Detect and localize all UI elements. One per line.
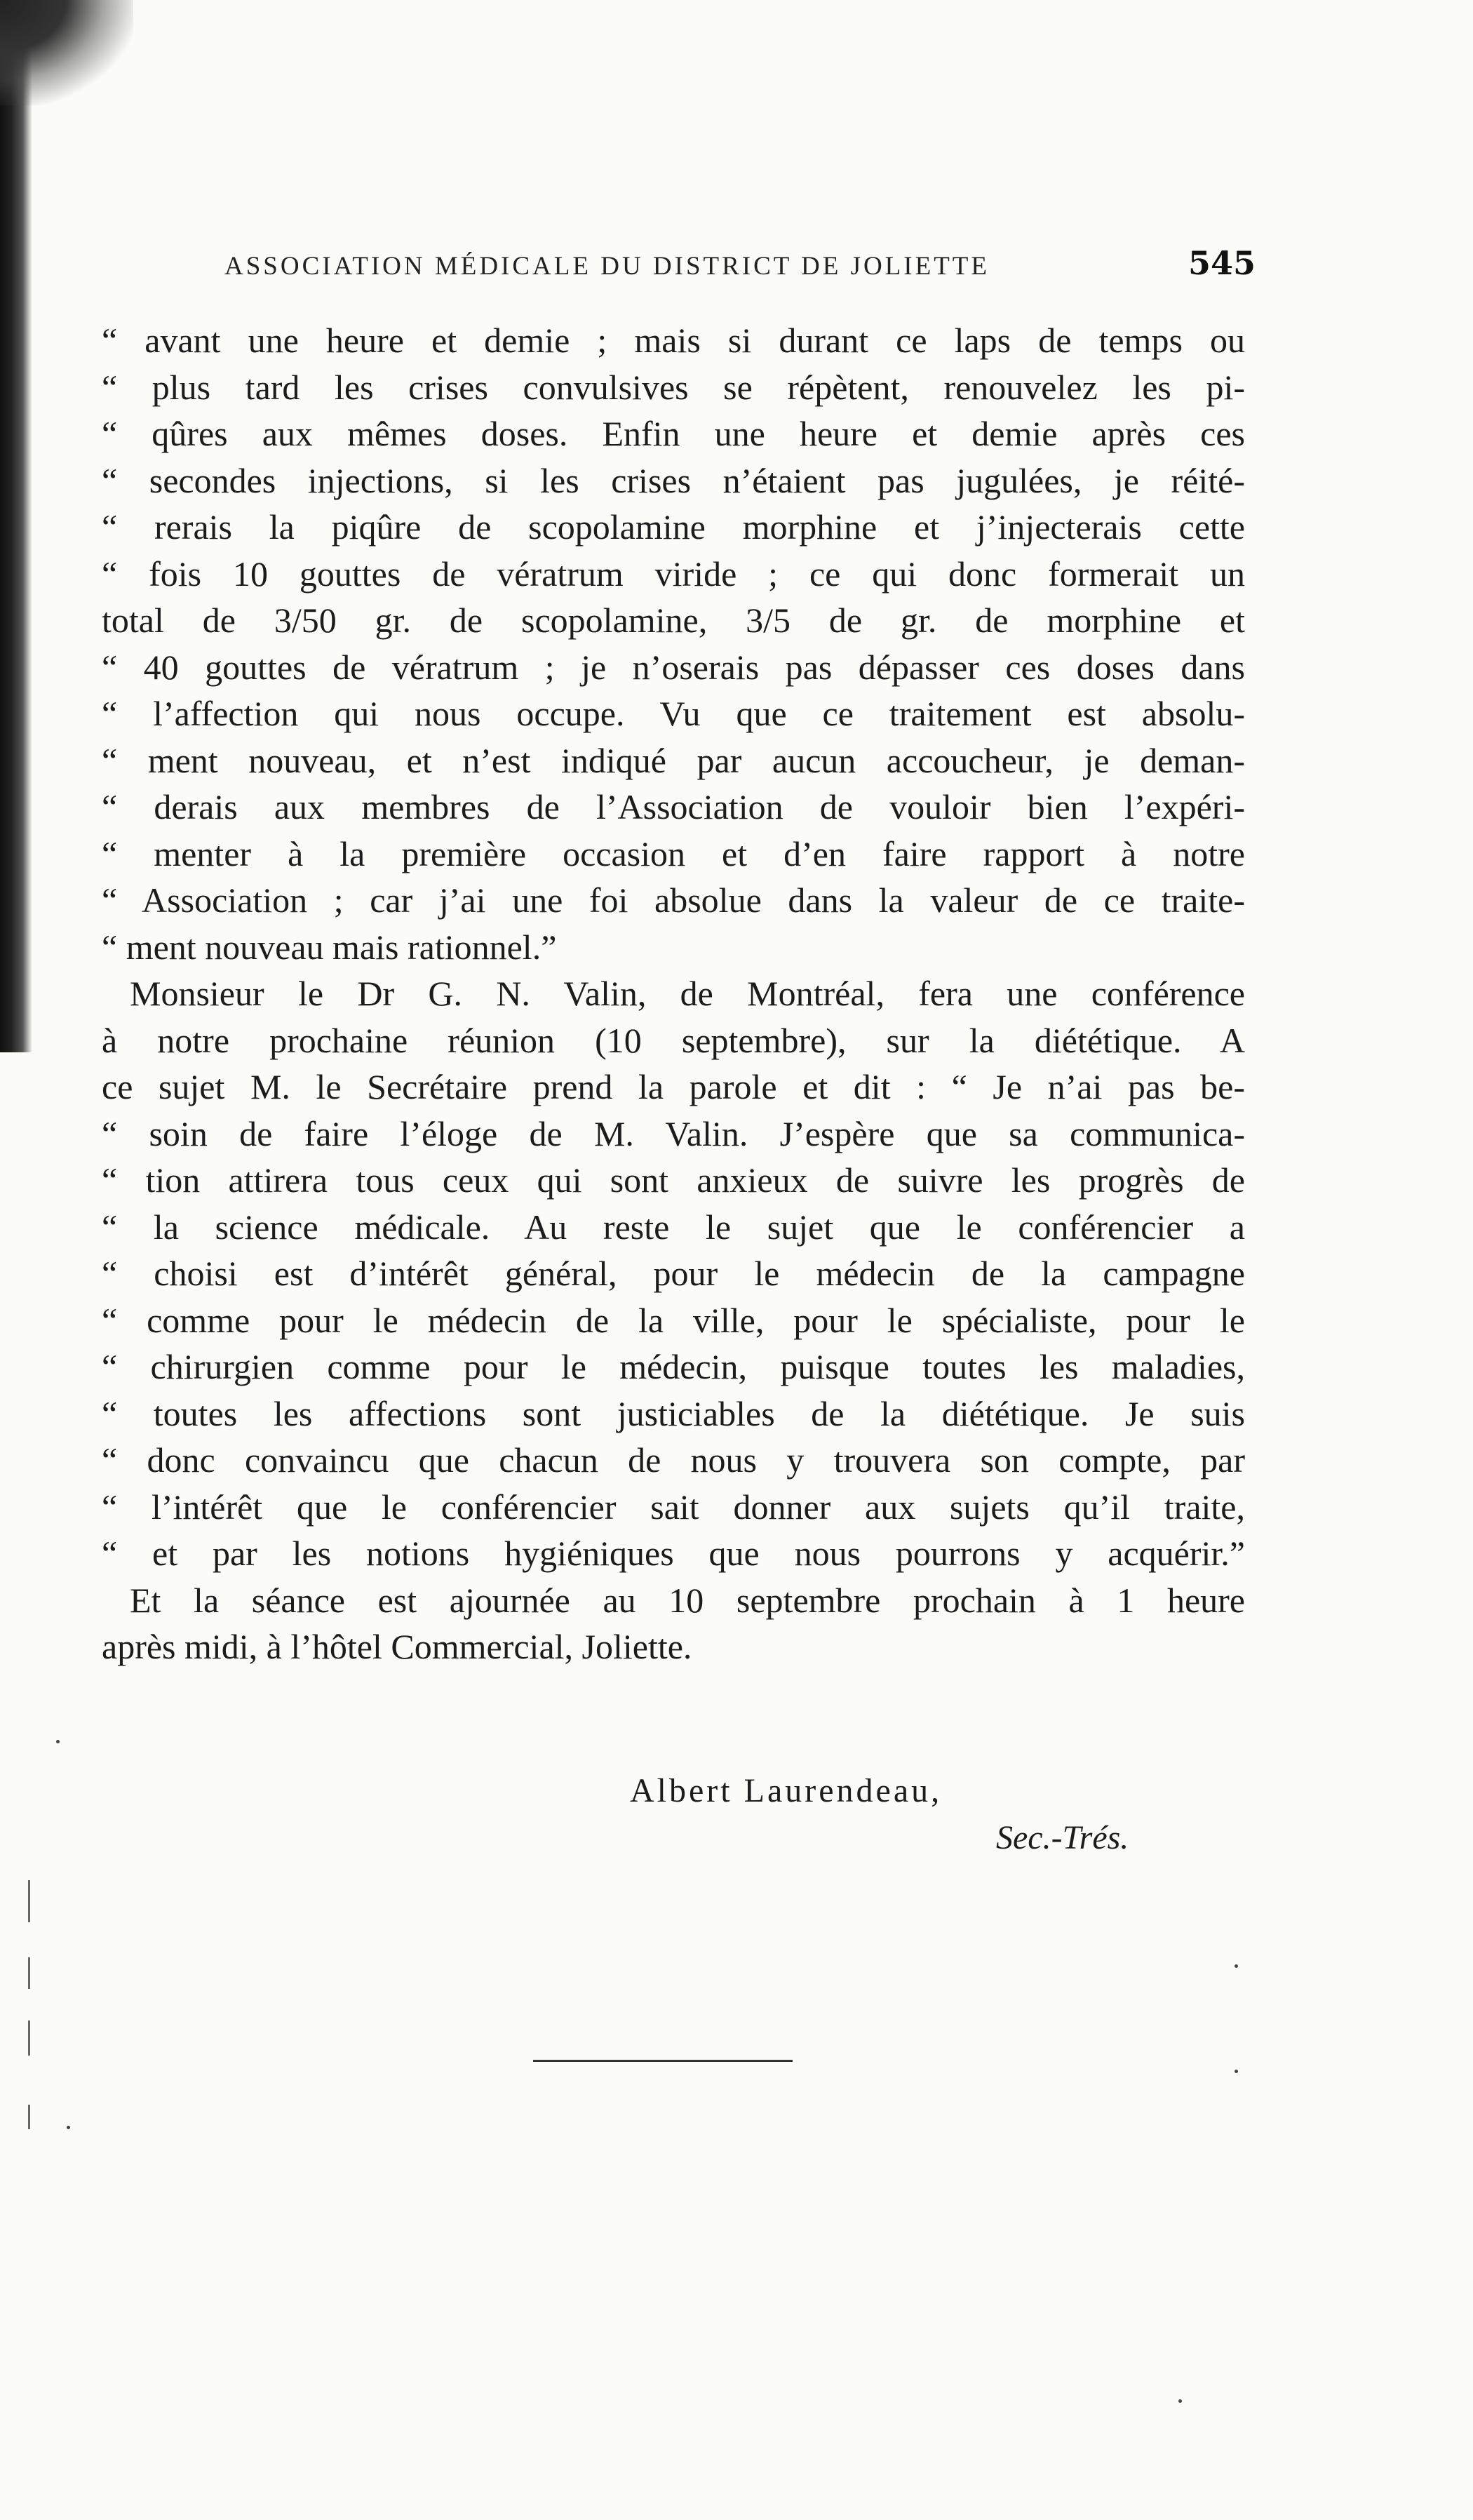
text-line: à notre prochaine réunion (10 septembre), sur la diététique. A <box>102 1020 1245 1060</box>
body-text <box>102 317 1245 1670</box>
text-line: “ qûres aux mêmes doses. Enfin une heure et demie après ces <box>102 414 1245 453</box>
scan-speck <box>1235 2070 1238 2073</box>
text-line: “ tion attirera tous ceux qui sont anxieux de suivre les progrès de <box>102 1160 1245 1200</box>
scan-speck <box>1235 1964 1238 1968</box>
text-line: après midi, à l’hôtel Commercial, Joliette. <box>102 1627 692 1666</box>
text-line: “ rerais la piqûre de scopolamine morphine et j’injecterais cette <box>102 507 1245 547</box>
text-line: “ ment nouveau mais rationnel.” <box>102 927 557 967</box>
text-line: “ chirurgien comme pour le médecin, puisque toutes les maladies, <box>102 1347 1245 1386</box>
page-header <box>224 244 1256 286</box>
text-line: “ choisi est d’intérêt général, pour le médecin de la campagne <box>102 1254 1245 1293</box>
running-title: ASSOCIATION MÉDICALE DU DISTRICT DE JOLIETTE <box>224 252 990 281</box>
text-line: “ fois 10 gouttes de vératrum viride ; ce qui donc formerait un <box>102 554 1245 594</box>
paragraph-start-line: Et la séance est ajournée au 10 septembre prochain à 1 heure <box>130 1580 1245 1620</box>
text-line: “ toutes les affections sont justiciables de la diététique. Je suis <box>102 1393 1245 1433</box>
text-line: “ derais aux membres de l’Association de vouloir bien l’expéri- <box>102 787 1245 826</box>
text-line: “ soin de faire l’éloge de M. Valin. J’espère que sa communica- <box>102 1113 1245 1153</box>
closing-rule <box>533 2060 793 2062</box>
signature-name: Albert Laurendeau, <box>630 1772 943 1809</box>
text-line: “ ment nouveau, et n’est indiqué par aucun accoucheur, je deman- <box>102 740 1245 780</box>
page-number: 545 <box>1188 244 1256 282</box>
scan-edge-mark <box>28 1957 30 1989</box>
text-line: “ 40 gouttes de vératrum ; je n’oserais pas dépasser ces doses dans <box>102 647 1245 687</box>
scan-edge-mark <box>28 2105 30 2129</box>
text-line: “ avant une heure et demie ; mais si durant ce laps de temps ou <box>102 321 1245 360</box>
scan-speck <box>67 2126 70 2129</box>
text-line: “ Association ; car j’ai une foi absolue dans la valeur de ce traite- <box>102 880 1245 920</box>
text-line: “ l’affection qui nous occupe. Vu que ce traitement est absolu- <box>102 694 1245 733</box>
text-line: “ plus tard les crises convulsives se répètent, renouvelez les pi- <box>102 367 1245 407</box>
text-line: “ menter à la première occasion et d’en faire rapport à notre <box>102 833 1245 873</box>
text-line: “ l’intérêt que le conférencier sait donner aux sujets qu’il traite, <box>102 1487 1245 1527</box>
text-line: ce sujet M. le Secrétaire prend la parole et dit : “ Je n’ai pas be- <box>102 1067 1245 1106</box>
scan-edge-shadow <box>0 0 32 1052</box>
scan-edge-mark <box>28 1880 30 1922</box>
scan-speck <box>56 1740 60 1743</box>
scan-speck <box>1178 2399 1182 2403</box>
text-line: “ donc convaincu que chacun de nous y trouvera son compte, par <box>102 1440 1245 1480</box>
text-line: total de 3/50 gr. de scopolamine, 3/5 de gr. de morphine et <box>102 601 1245 640</box>
paragraph-start-line: Monsieur le Dr G. N. Valin, de Montréal, fera une conférence <box>130 974 1245 1013</box>
text-line: “ la science médicale. Au reste le sujet que le conférencier a <box>102 1207 1245 1247</box>
text-line: “ comme pour le médecin de la ville, pour le spécialiste, pour le <box>102 1300 1245 1340</box>
scan-edge-mark <box>28 2020 30 2056</box>
signature-title: Sec.-Trés. <box>996 1819 1129 1856</box>
scan-corner-shadow <box>0 0 133 105</box>
text-line: “ et par les notions hygiéniques que nous pourrons y acquérir.” <box>102 1534 1245 1573</box>
text-line: “ secondes injections, si les crises n’étaient pas jugulées, je réité- <box>102 460 1245 500</box>
